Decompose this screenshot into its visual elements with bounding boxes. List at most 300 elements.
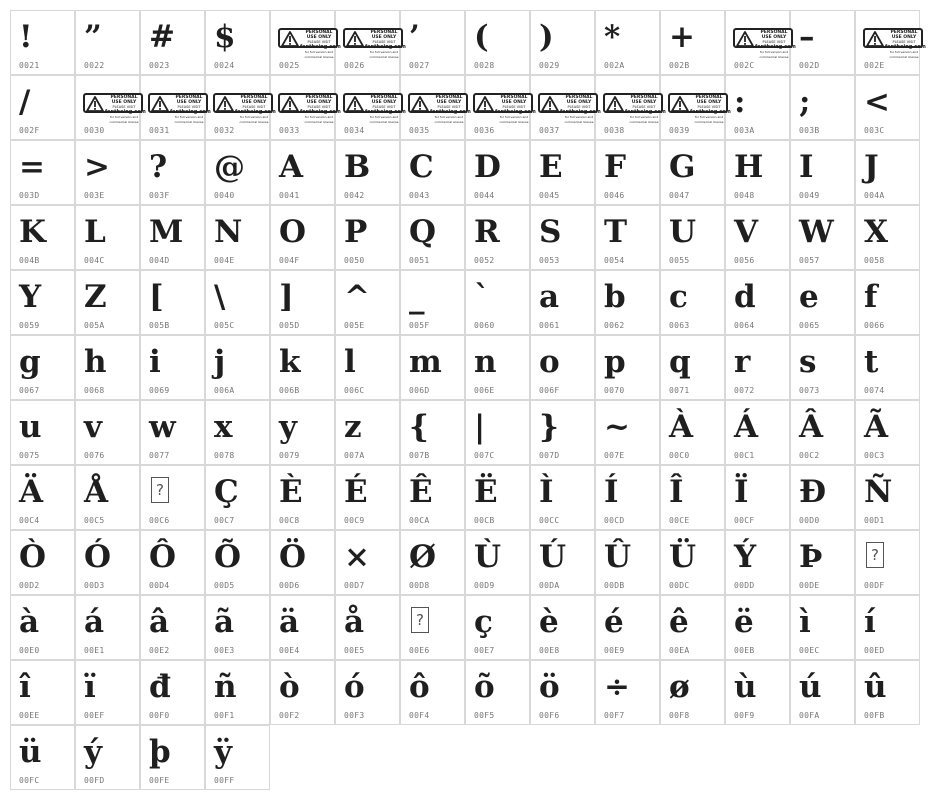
glyph-code: 00E8 (539, 646, 560, 655)
glyph-cell[interactable] (140, 75, 211, 140)
glyph-cell[interactable] (595, 140, 660, 205)
warning-icon (606, 96, 624, 112)
watermark-text: PLEASE VISIT (502, 105, 526, 109)
glyph-char: É (344, 474, 368, 510)
glyph-cell[interactable] (595, 400, 660, 465)
personal-use-watermark (148, 93, 211, 124)
glyph-cell[interactable] (725, 270, 790, 335)
glyph-cell[interactable] (660, 205, 725, 270)
glyph-cell[interactable] (595, 270, 660, 335)
glyph-cell[interactable] (270, 270, 335, 335)
warning-icon (216, 96, 234, 112)
glyph-code: 00C1 (734, 451, 755, 460)
glyph-cell[interactable] (595, 335, 660, 400)
glyph-char: u (19, 409, 42, 445)
glyph-cell[interactable] (790, 335, 855, 400)
glyph-cell[interactable] (140, 335, 205, 400)
glyph-char: r (734, 344, 751, 380)
glyph-cell[interactable] (10, 465, 75, 530)
glyph-char: N (214, 214, 243, 250)
glyph-code: 00EC (799, 646, 820, 655)
glyph-cell[interactable] (790, 530, 855, 595)
glyph-char: Ë (474, 474, 498, 510)
watermark-text: PLEASE VISIT (112, 105, 136, 109)
glyph-cell[interactable] (335, 530, 400, 595)
glyph-cell[interactable] (335, 335, 400, 400)
glyph-char: è (539, 604, 559, 640)
watermark-text: PLEASE VISIT (372, 40, 396, 44)
glyph-cell[interactable] (530, 75, 601, 140)
glyph-char: Å (84, 474, 109, 510)
glyph-cell[interactable] (75, 530, 140, 595)
watermark-text: fontbeing.com (560, 109, 601, 115)
watermark-text: PLEASE VISIT (177, 105, 201, 109)
glyph-code: 00F7 (604, 711, 625, 720)
glyph-char: > (84, 149, 110, 185)
glyph-cell[interactable] (270, 400, 335, 465)
glyph-char: l (344, 344, 356, 380)
glyph-cell[interactable] (10, 595, 75, 660)
glyph-char: # (149, 19, 175, 55)
glyph-char: o (539, 344, 560, 380)
glyph-cell[interactable] (140, 595, 205, 660)
glyph-char: ì (799, 604, 811, 640)
glyph-cell[interactable] (140, 140, 205, 205)
glyph-cell[interactable] (400, 205, 465, 270)
glyph-cell[interactable] (855, 400, 920, 465)
glyph-char: b (604, 279, 626, 315)
watermark-text: for full version and commercial license (694, 115, 724, 124)
glyph-cell[interactable] (530, 270, 595, 335)
glyph-cell[interactable] (140, 10, 205, 75)
glyph-cell[interactable] (595, 75, 666, 140)
glyph-cell[interactable] (660, 270, 725, 335)
glyph-cell[interactable] (725, 660, 790, 725)
glyph-char: î (19, 669, 31, 705)
glyph-cell[interactable] (725, 400, 790, 465)
glyph-cell[interactable] (205, 140, 270, 205)
glyph-cell[interactable] (140, 270, 205, 335)
glyph-cell[interactable] (465, 400, 530, 465)
glyph-cell[interactable] (270, 140, 335, 205)
glyph-cell[interactable] (725, 335, 790, 400)
glyph-cell[interactable] (855, 530, 920, 595)
watermark-text: fontbeing.com (235, 109, 276, 115)
glyph-code: 0038 (604, 126, 625, 135)
glyph-cell[interactable] (660, 660, 725, 725)
personal-use-watermark (83, 93, 146, 124)
glyph-cell[interactable] (530, 530, 595, 595)
glyph-char: ? (149, 149, 168, 185)
glyph-cell[interactable] (140, 205, 205, 270)
watermark-text: PERSONAL USE ONLY (240, 95, 268, 105)
glyph-cell[interactable] (530, 205, 595, 270)
glyph-char: = (19, 149, 45, 185)
glyph-code: 00DE (799, 581, 820, 590)
glyph-char: G (669, 149, 696, 185)
glyph-char: ) (539, 19, 554, 55)
watermark-text: for full version and commercial license (889, 50, 919, 59)
glyph-cell[interactable] (205, 270, 270, 335)
glyph-cell[interactable] (660, 140, 725, 205)
glyph-char: \ (214, 279, 226, 315)
glyph-cell[interactable] (790, 400, 855, 465)
glyph-char: e (799, 279, 819, 315)
glyph-cell[interactable] (855, 660, 920, 725)
glyph-cell[interactable] (725, 75, 790, 140)
glyph-cell[interactable] (10, 205, 75, 270)
glyph-cell[interactable] (530, 595, 595, 660)
glyph-cell[interactable] (75, 270, 140, 335)
personal-use-watermark (603, 93, 666, 124)
glyph-cell[interactable] (595, 660, 660, 725)
glyph-code: 00D0 (799, 516, 820, 525)
glyph-cell[interactable] (335, 660, 400, 725)
glyph-cell[interactable] (660, 595, 725, 660)
glyph-code: 006D (409, 386, 430, 395)
glyph-char: Í (604, 474, 619, 510)
watermark-text: for full version and commercial license (369, 115, 399, 124)
glyph-cell[interactable] (855, 10, 926, 75)
glyph-code: 00F9 (734, 711, 755, 720)
glyph-code: 004B (19, 256, 40, 265)
glyph-cell[interactable] (75, 725, 140, 790)
watermark-text: PERSONAL USE ONLY (565, 95, 593, 105)
warning-icon (671, 96, 689, 112)
glyph-code: 0051 (409, 256, 430, 265)
glyph-cell[interactable] (465, 140, 530, 205)
glyph-cell[interactable] (725, 530, 790, 595)
warning-icon (86, 96, 104, 112)
glyph-cell[interactable] (335, 270, 400, 335)
glyph-cell[interactable] (790, 270, 855, 335)
glyph-cell[interactable] (855, 335, 920, 400)
glyph-cell[interactable] (205, 400, 270, 465)
glyph-cell[interactable] (335, 400, 400, 465)
glyph-cell[interactable] (75, 75, 146, 140)
watermark-text: fontbeing.com (300, 109, 341, 115)
glyph-cell[interactable] (790, 140, 855, 205)
warning-icon (736, 31, 754, 47)
glyph-cell[interactable] (270, 10, 341, 75)
glyph-code: 0074 (864, 386, 885, 395)
glyph-cell[interactable] (790, 205, 855, 270)
glyph-cell[interactable] (400, 465, 465, 530)
glyph-cell[interactable] (75, 465, 140, 530)
glyph-cell[interactable] (75, 335, 140, 400)
glyph-cell[interactable] (465, 660, 530, 725)
glyph-code: 006C (344, 386, 365, 395)
glyph-code: 005E (344, 321, 365, 330)
glyph-cell[interactable] (205, 725, 270, 790)
glyph-char: L (84, 214, 106, 250)
glyph-char: Û (604, 539, 632, 575)
glyph-char: ö (539, 669, 560, 705)
glyph-cell[interactable] (10, 725, 75, 790)
glyph-cell[interactable] (725, 465, 790, 530)
glyph-char: B (344, 149, 371, 185)
glyph-cell[interactable] (530, 400, 595, 465)
glyph-cell[interactable] (400, 140, 465, 205)
glyph-cell[interactable] (205, 530, 270, 595)
warning-icon (281, 31, 299, 47)
glyph-cell[interactable] (75, 205, 140, 270)
watermark-text: PERSONAL USE ONLY (175, 95, 203, 105)
glyph-cell[interactable] (855, 465, 920, 530)
glyph-char: ñ (214, 669, 237, 705)
glyph-cell[interactable] (465, 595, 530, 660)
glyph-cell[interactable] (270, 205, 335, 270)
glyph-cell[interactable] (10, 140, 75, 205)
glyph-char: f (864, 279, 878, 315)
glyph-cell[interactable] (660, 400, 725, 465)
glyph-code: 0066 (864, 321, 885, 330)
watermark-text: PLEASE VISIT (307, 40, 331, 44)
glyph-code: 00F4 (409, 711, 430, 720)
glyph-code: 00CE (669, 516, 690, 525)
watermark-text: for full version and commercial license (499, 115, 529, 124)
glyph-code: 0031 (149, 126, 170, 135)
watermark-text: for full version and commercial license (759, 50, 789, 59)
glyph-char: ø (669, 669, 690, 705)
glyph-code: 00CC (539, 516, 560, 525)
glyph-cell[interactable] (335, 10, 406, 75)
glyph-cell[interactable] (205, 595, 270, 660)
glyph-char: È (279, 474, 303, 510)
glyph-code: 007E (604, 451, 625, 460)
glyph-char: A (279, 149, 304, 185)
watermark-text: PLEASE VISIT (632, 105, 656, 109)
glyph-cell[interactable] (855, 270, 920, 335)
glyph-cell[interactable] (140, 400, 205, 465)
glyph-code: 0041 (279, 191, 300, 200)
glyph-code: 005B (149, 321, 170, 330)
glyph-cell[interactable] (855, 595, 920, 660)
glyph-cell[interactable] (530, 465, 595, 530)
glyph-cell[interactable] (465, 530, 530, 595)
glyph-char: } (539, 409, 559, 445)
watermark-text: PLEASE VISIT (892, 40, 916, 44)
glyph-cell[interactable] (10, 270, 75, 335)
glyph-cell[interactable] (270, 465, 335, 530)
watermark-text: fontbeing.com (625, 109, 666, 115)
glyph-char: K (19, 214, 46, 250)
glyph-cell[interactable] (530, 140, 595, 205)
glyph-cell[interactable] (75, 140, 140, 205)
glyph-code: 003C (864, 126, 885, 135)
glyph-cell[interactable] (660, 335, 725, 400)
glyph-cell[interactable] (660, 10, 725, 75)
glyph-cell[interactable] (595, 10, 660, 75)
glyph-code: 00C0 (669, 451, 690, 460)
glyph-cell[interactable] (10, 660, 75, 725)
glyph-cell[interactable] (140, 660, 205, 725)
glyph-code: 003A (734, 126, 755, 135)
glyph-char: c (669, 279, 688, 315)
glyph-code: 002C (734, 61, 755, 70)
glyph-char: ú (799, 669, 822, 705)
glyph-char: Á (734, 409, 759, 445)
glyph-char: S (539, 214, 562, 250)
glyph-cell[interactable] (530, 335, 595, 400)
glyph-char: ] (279, 279, 294, 315)
glyph-cell[interactable] (790, 660, 855, 725)
glyph-code: 003D (19, 191, 40, 200)
glyph-cell[interactable] (660, 465, 725, 530)
glyph-code: 00C4 (19, 516, 40, 525)
glyph-cell[interactable] (465, 205, 530, 270)
glyph-code: 0073 (799, 386, 820, 395)
glyph-cell[interactable] (465, 10, 530, 75)
glyph-char: O (279, 214, 307, 250)
personal-use-watermark (343, 28, 406, 59)
glyph-cell[interactable] (400, 75, 471, 140)
glyph-cell[interactable] (725, 205, 790, 270)
glyph-cell[interactable] (335, 465, 400, 530)
glyph-code: 00F8 (669, 711, 690, 720)
glyph-cell[interactable] (270, 335, 335, 400)
glyph-cell[interactable] (205, 335, 270, 400)
watermark-text: PLEASE VISIT (372, 105, 396, 109)
glyph-cell[interactable] (205, 660, 270, 725)
glyph-cell[interactable] (530, 660, 595, 725)
glyph-code: 0067 (19, 386, 40, 395)
glyph-char: v (84, 409, 103, 445)
glyph-cell[interactable] (10, 400, 75, 465)
glyph-cell[interactable] (400, 400, 465, 465)
glyph-code: 00E5 (344, 646, 365, 655)
glyph-char: Õ (214, 539, 242, 575)
glyph-cell[interactable] (855, 75, 920, 140)
glyph-cell[interactable] (660, 530, 725, 595)
glyph-char: Ï (734, 474, 749, 510)
glyph-cell[interactable] (400, 335, 465, 400)
glyph-cell[interactable] (335, 205, 400, 270)
glyph-cell[interactable] (660, 75, 731, 140)
watermark-text: for full version and commercial license (304, 115, 334, 124)
glyph-cell[interactable] (400, 530, 465, 595)
glyph-char: < (864, 84, 890, 120)
glyph-cell[interactable] (595, 595, 660, 660)
glyph-cell[interactable] (10, 75, 75, 140)
glyph-cell[interactable] (465, 270, 530, 335)
glyph-cell[interactable] (205, 10, 270, 75)
glyph-cell[interactable] (205, 205, 270, 270)
glyph-cell[interactable] (335, 140, 400, 205)
glyph-char: ô (409, 669, 430, 705)
glyph-code: 006B (279, 386, 300, 395)
watermark-text: PERSONAL USE ONLY (370, 30, 398, 40)
watermark-text: fontbeing.com (365, 44, 406, 50)
glyph-cell[interactable] (725, 595, 790, 660)
glyph-cell[interactable] (10, 530, 75, 595)
glyph-cell[interactable] (595, 530, 660, 595)
glyph-cell[interactable] (75, 400, 140, 465)
glyph-cell[interactable] (400, 10, 465, 75)
glyph-cell[interactable] (400, 595, 465, 660)
glyph-cell[interactable] (530, 10, 595, 75)
glyph-cell[interactable] (10, 335, 75, 400)
glyph-code: 00DA (539, 581, 560, 590)
glyph-char: Ü (669, 539, 697, 575)
glyph-cell[interactable] (790, 465, 855, 530)
glyph-code: 00C8 (279, 516, 300, 525)
glyph-char: q (669, 344, 691, 380)
glyph-cell[interactable] (465, 465, 530, 530)
glyph-code: 00EB (734, 646, 755, 655)
glyph-cell[interactable] (855, 140, 920, 205)
glyph-char: | (474, 409, 486, 445)
glyph-code: 00D4 (149, 581, 170, 590)
glyph-code: 0026 (344, 61, 365, 70)
warning-icon (411, 96, 429, 112)
glyph-code: 00F0 (149, 711, 170, 720)
watermark-text: fontbeing.com (170, 109, 211, 115)
glyph-cell[interactable] (725, 10, 796, 75)
glyph-char: t (864, 344, 879, 380)
glyph-cell[interactable] (465, 335, 530, 400)
glyph-char: × (344, 539, 370, 575)
glyph-cell[interactable] (400, 660, 465, 725)
glyph-cell[interactable] (205, 75, 276, 140)
glyph-char: Î (669, 474, 684, 510)
glyph-cell[interactable] (75, 595, 140, 660)
glyph-code: 0061 (539, 321, 560, 330)
glyph-code: 00F5 (474, 711, 495, 720)
glyph-char: m (409, 344, 442, 380)
glyph-char: : (734, 84, 746, 120)
glyph-cell[interactable] (790, 75, 855, 140)
glyph-code: 0062 (604, 321, 625, 330)
glyph-cell[interactable] (400, 270, 465, 335)
glyph-cell[interactable] (140, 465, 205, 530)
glyph-code: 00DB (604, 581, 625, 590)
glyph-cell[interactable] (335, 595, 400, 660)
glyph-char: Ä (19, 474, 44, 510)
glyph-cell[interactable] (595, 205, 660, 270)
glyph-cell[interactable] (140, 725, 205, 790)
glyph-cell[interactable] (75, 660, 140, 725)
glyph-char: a (539, 279, 560, 315)
glyph-cell[interactable] (270, 660, 335, 725)
glyph-code: 004D (149, 256, 170, 265)
glyph-cell[interactable] (10, 10, 75, 75)
glyph-cell[interactable] (790, 595, 855, 660)
glyph-char: E (539, 149, 563, 185)
glyph-code: 0037 (539, 126, 560, 135)
glyph-code: 00D7 (344, 581, 365, 590)
glyph-cell[interactable] (335, 75, 406, 140)
glyph-char: D (474, 149, 501, 185)
glyph-cell[interactable] (75, 10, 140, 75)
glyph-cell[interactable] (790, 10, 855, 75)
glyph-code: 00FF (214, 776, 235, 785)
glyph-char: [ (149, 279, 164, 315)
glyph-cell[interactable] (270, 75, 341, 140)
glyph-char: n (474, 344, 497, 380)
glyph-cell[interactable] (855, 205, 920, 270)
glyph-char: Ô (149, 539, 177, 575)
glyph-cell[interactable] (270, 595, 335, 660)
glyph-cell[interactable] (725, 140, 790, 205)
glyph-cell[interactable] (465, 75, 536, 140)
glyph-cell[interactable] (205, 465, 270, 530)
glyph-cell[interactable] (595, 465, 660, 530)
glyph-char: Ö (279, 539, 307, 575)
glyph-code: 0069 (149, 386, 170, 395)
glyph-cell[interactable] (270, 530, 335, 595)
glyph-cell[interactable] (140, 530, 205, 595)
